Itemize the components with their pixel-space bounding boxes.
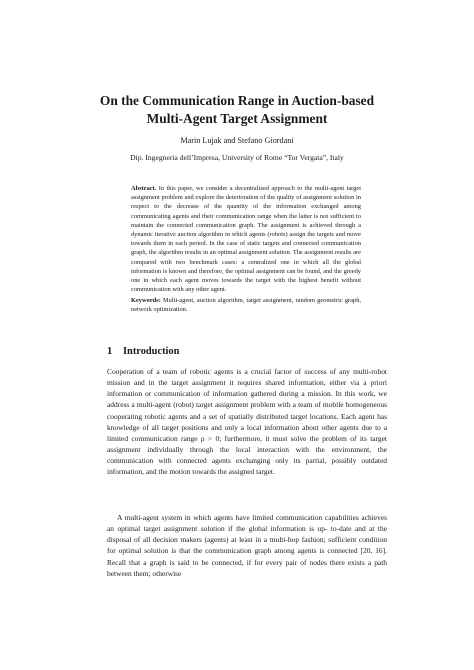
paper-title xyxy=(60,92,414,128)
section-title: Introduction xyxy=(123,346,180,357)
section-heading xyxy=(107,346,179,358)
abstract xyxy=(131,184,361,294)
abstract-label: Abstract. xyxy=(131,185,157,192)
body-paragraph-1: Cooperation of a team of robotic agents is a crucial factor of success of any multi-robot mission and in the target assignment it requires shared information, either via a priori information or communication of information gathered during a mission. In this work, we address a multi-agent (robot) target assignment problem with a team of mobile homogeneous cooperating robotic agents and a set of spatially distributed target locations. Each agent has knowledge of all target positions and only a local information about other agents due to a limited communication range ρ > 0; furthermore, it must solve the problem of its target assignment individually through the local interaction with the environment, the communication with connected agents exchanging only its partial, possibly outdated information, and the motion towards the assigned target. xyxy=(107,367,387,477)
authors: Marin Lujak and Stefano Giordani xyxy=(180,136,294,145)
keywords-label: Keywords: xyxy=(131,297,161,304)
keywords xyxy=(131,296,361,314)
section-number: 1 xyxy=(107,346,113,357)
body-paragraph-2: A multi-agent system in which agents have limited communication capabilities achieves an optimal target assignment solution if the global information is up- to-date and at the disposal of all decision makers (agents) at least in a multi-hop fashion; sufficient condition for optimal solution is that the communication graph among agents is connected [20, 16]. Recall that a graph is said to be connected, if for every pair of nodes there exists a path between them; otherwise xyxy=(107,513,387,578)
abstract-text: In this paper, we consider a decentralized approach to the multi-agent target assignment problem and explore the deterioration of the quality of assignment solution in respect to the decrease of the quantity of the information exchanged among communicating agents and their communication range when the latter is not sufficient to maintain the connected communication graph. The assignment is achieved through a dynamic iterative auction algorithm in which agents (robots) assign the targets and move towards them in each period. In the case of static targets and connected communication graph, the algorithm results in an optimal assignment solution. The assignment results are compared with two benchmark cases: a centralized one in which all the global information is known and therefore, the optimal assignment can be found, and the greedy one in which each agent moves towards the target with the highest benefit without communication with any other agent. xyxy=(131,185,361,294)
title-line-1: On the Communication Range in Auction-based xyxy=(99,93,375,108)
affiliation: Dip. Ingegneria dell’Impresa, University of Rome “Tor Vergata”, Italy xyxy=(130,153,344,162)
keywords-text: Multi-agent, auction algorithm, target assignment, random geometric graph, network optimization. xyxy=(131,297,361,314)
title-line-2: Multi-Agent Target Assignment xyxy=(146,111,328,126)
